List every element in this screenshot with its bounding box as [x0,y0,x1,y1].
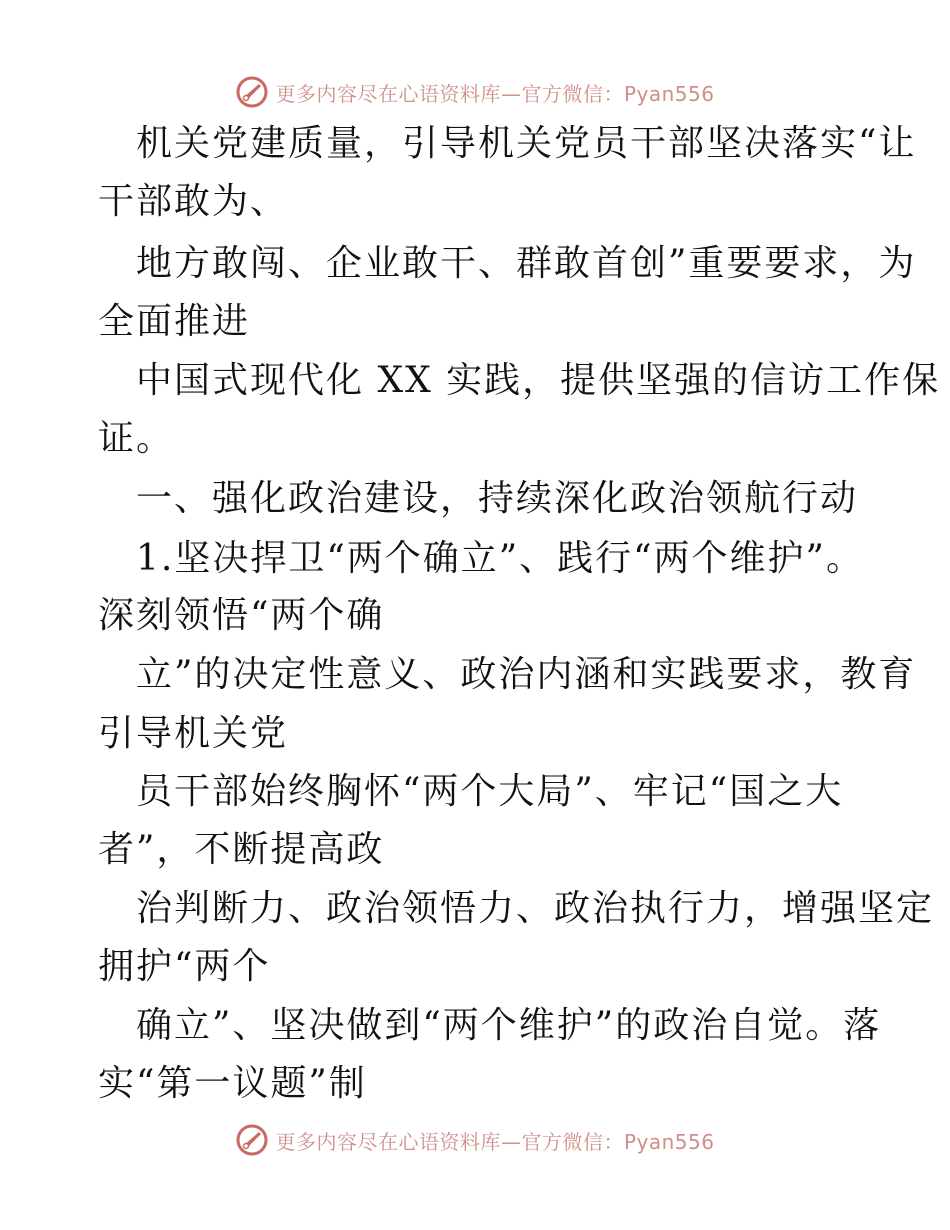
body-line: 实“第一议题”制 [98,1063,367,1104]
section-heading: 一、强化政治建设，持续深化政治领航行动 [136,478,859,519]
body-line: 员干部始终胸怀“两个大局”、牢记“国之大 [136,771,844,812]
body-line: 治判断力、政治领悟力、政治执行力，增强坚定 [136,888,935,929]
footer-watermark-banner [0,1118,950,1162]
body-line: 者”，不断提高政 [98,829,385,870]
body-line: 干部敢为、 [98,181,289,222]
body-line: 证。 [98,418,175,459]
logo-icon [235,75,269,109]
body-line: 引导机关党 [98,713,289,754]
logo-icon [235,1123,269,1157]
body-line: 拥护“两个 [98,946,271,987]
body-line: 立”的决定性意义、政治内涵和实践要求，教育 [136,654,917,695]
header-watermark-banner [0,70,950,114]
body-line: 地方敢闯、企业敢干、群敢首创”重要要求，为 [136,243,917,284]
body-line: 机关党建质量，引导机关党员干部坚决落实“让 [136,123,917,164]
body-line: 1.坚决捍卫“两个确立”、践行“两个维护”。 [136,538,864,579]
body-line: 中国式现代化 XX 实践，提供坚强的信访工作保 [136,360,941,401]
body-line: 确立”、坚决做到“两个维护”的政治自觉。落 [136,1005,882,1046]
header-watermark-text: 更多内容尽在心语资料库—官方微信：Pyan556 [275,81,715,106]
document-body [0,122,950,1112]
body-line: 深刻领悟“两个确 [98,595,385,636]
footer-watermark-text: 更多内容尽在心语资料库—官方微信：Pyan556 [275,1129,715,1154]
body-line: 全面推进 [98,301,251,342]
